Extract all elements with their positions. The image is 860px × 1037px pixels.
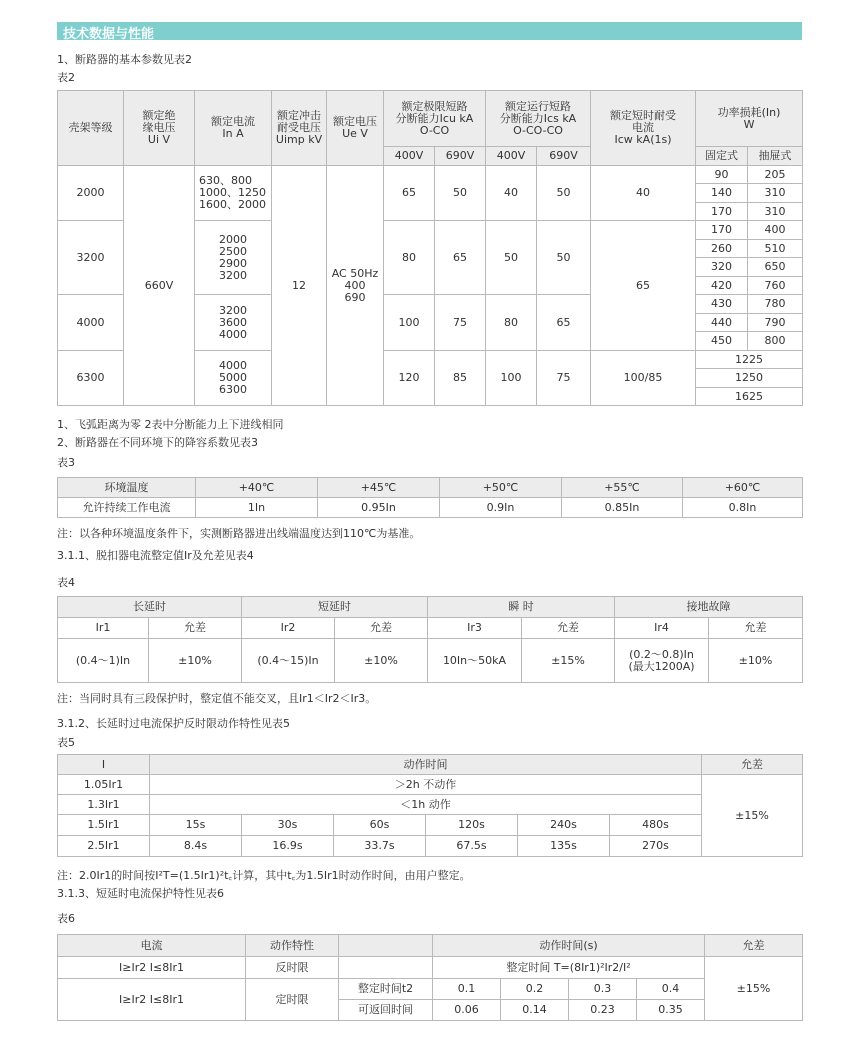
power-fixed-cell: 430 xyxy=(696,295,748,314)
power-fixed-cell: 170 xyxy=(696,203,748,221)
section-heading: 3.1.3、短延时电流保护特性见表6 xyxy=(57,887,224,900)
header-icu-690v: 690V xyxy=(435,147,486,166)
time-cell: 0.4 xyxy=(637,979,705,1000)
time-cell: 135s xyxy=(518,836,610,857)
power-cell: 1250 xyxy=(696,369,803,388)
header-rated-current: 额定电流 In A xyxy=(195,91,272,166)
header-drawout: 抽屉式 xyxy=(748,147,803,166)
time-cell: 60s xyxy=(334,815,426,836)
time-cell: 480s xyxy=(610,815,702,836)
header-icu-400v: 400V xyxy=(384,147,435,166)
current-range-cell: I≥Ir2 I≤8Ir1 xyxy=(58,957,246,979)
temp-cell: +60℃ xyxy=(683,478,803,498)
tolerance-cell: ±15% xyxy=(702,775,803,857)
note-text: 1、飞弧距离为零 2表中分断能力上下进线相同 xyxy=(57,418,284,431)
time-cell: 0.06 xyxy=(433,1000,501,1021)
rated-current-cell: 630、800 1000、1250 1600、2000 xyxy=(195,166,272,221)
value-cell: ±10% xyxy=(709,639,803,683)
icu-690-cell: 75 xyxy=(435,295,486,351)
header-ics-690v: 690V xyxy=(537,147,591,166)
ics-400-cell: 100 xyxy=(486,351,537,406)
value-cell: (0.4～1)In xyxy=(58,639,149,683)
note-text: 注：以各种环境温度条件下，实测断路器进出线端温度达到110℃为基准。 xyxy=(57,527,421,540)
group-ground-fault: 接地故障 xyxy=(615,597,803,618)
insulation-voltage-cell: 660V xyxy=(124,166,195,406)
icu-690-cell: 65 xyxy=(435,221,486,295)
icw-cell: 100/85 xyxy=(591,351,696,406)
row-label: 1.05Ir1 xyxy=(58,775,150,795)
frame-cell: 2000 xyxy=(58,166,124,221)
power-fixed-cell: 170 xyxy=(696,221,748,240)
group-long-delay: 长延时 xyxy=(58,597,242,618)
power-fixed-cell: 90 xyxy=(696,166,748,184)
header-impulse-voltage: 额定冲击 耐受电压 Uimp kV xyxy=(272,91,327,166)
temp-cell: +55℃ xyxy=(562,478,683,498)
header-frame: 壳架等级 xyxy=(58,91,124,166)
icu-400-cell: 80 xyxy=(384,221,435,295)
time-cell: 16.9s xyxy=(242,836,334,857)
table-4-trip-settings xyxy=(57,596,803,683)
row-label: 允许持续工作电流 xyxy=(58,498,196,518)
power-draw-cell: 310 xyxy=(748,203,803,221)
value-cell: ±10% xyxy=(335,639,428,683)
sub-header: Ir1 xyxy=(58,618,149,639)
header-icw: 额定短时耐受 电流 Icw kA(1s) xyxy=(591,91,696,166)
section-heading: 3.1.2、长延时过电流保护反时限动作特性见表5 xyxy=(57,717,290,730)
time-cell: 15s xyxy=(150,815,242,836)
row-label: 1.5Ir1 xyxy=(58,815,150,836)
power-fixed-cell: 450 xyxy=(696,332,748,351)
ics-400-cell: 50 xyxy=(486,221,537,295)
power-fixed-cell: 420 xyxy=(696,277,748,295)
value-cell: (0.2～0.8)In (最大1200A) xyxy=(615,639,709,683)
sub-header: Ir2 xyxy=(242,618,335,639)
ics-690-cell: 75 xyxy=(537,351,591,406)
temp-cell: +50℃ xyxy=(440,478,562,498)
power-draw-cell: 310 xyxy=(748,184,803,203)
header-current: 电流 xyxy=(58,935,246,957)
time-cell: 0.35 xyxy=(637,1000,705,1021)
table-2-basic-parameters xyxy=(57,90,803,406)
time-cell: 240s xyxy=(518,815,610,836)
characteristic-cell: 定时限 xyxy=(246,979,339,1021)
time-span-cell: ＞2h 不动作 xyxy=(150,775,702,795)
sub-label: 可返回时间 xyxy=(339,1000,433,1021)
current-cell: 0.8In xyxy=(683,498,803,518)
sub-header: Ir4 xyxy=(615,618,709,639)
time-cell: 0.23 xyxy=(569,1000,637,1021)
time-cell: 0.3 xyxy=(569,979,637,1000)
temp-cell: +40℃ xyxy=(196,478,318,498)
power-draw-cell: 205 xyxy=(748,166,803,184)
icw-cell: 40 xyxy=(591,166,696,221)
section-banner xyxy=(57,22,802,40)
row-label: 1.3Ir1 xyxy=(58,795,150,815)
rated-current-cell: 2000 2500 2900 3200 xyxy=(195,221,272,295)
sub-header: 允差 xyxy=(335,618,428,639)
power-fixed-cell: 260 xyxy=(696,240,748,258)
header-icu: 额定极限短路 分断能力Icu kA O-CO xyxy=(384,91,486,147)
sub-header: Ir3 xyxy=(428,618,522,639)
header-power-loss: 功率损耗(In) W xyxy=(696,91,803,147)
row-label: 2.5Ir1 xyxy=(58,836,150,857)
header-insulation-voltage: 额定绝 缘电压 Ui V xyxy=(124,91,195,166)
time-cell: 0.2 xyxy=(501,979,569,1000)
frame-cell: 6300 xyxy=(58,351,124,406)
header-blank xyxy=(339,935,433,957)
icu-690-cell: 50 xyxy=(435,166,486,221)
header-ics: 额定运行短路 分断能力Ics kA O-CO-CO xyxy=(486,91,591,147)
time-span-cell: ＜1h 动作 xyxy=(150,795,702,815)
ics-690-cell: 65 xyxy=(537,295,591,351)
power-draw-cell: 510 xyxy=(748,240,803,258)
power-fixed-cell: 140 xyxy=(696,184,748,203)
header-ambient-temp: 环境温度 xyxy=(58,478,196,498)
header-operating-time: 动作时间(s) xyxy=(433,935,705,957)
ics-690-cell: 50 xyxy=(537,221,591,295)
temp-cell: +45℃ xyxy=(318,478,440,498)
icw-cell: 65 xyxy=(591,221,696,351)
power-draw-cell: 400 xyxy=(748,221,803,240)
time-cell: 0.14 xyxy=(501,1000,569,1021)
time-cell: 8.4s xyxy=(150,836,242,857)
rated-current-cell: 3200 3600 4000 xyxy=(195,295,272,351)
header-characteristic: 动作特性 xyxy=(246,935,339,957)
power-draw-cell: 650 xyxy=(748,258,803,277)
header-current: I xyxy=(58,755,150,775)
ics-690-cell: 50 xyxy=(537,166,591,221)
table-caption: 表3 xyxy=(57,456,75,469)
time-cell: 30s xyxy=(242,815,334,836)
power-cell: 1225 xyxy=(696,351,803,369)
table-caption: 表5 xyxy=(57,736,75,749)
current-range-cell: I≥Ir2 I≤8Ir1 xyxy=(58,979,246,1021)
power-draw-cell: 790 xyxy=(748,314,803,332)
header-tolerance: 允差 xyxy=(702,755,803,775)
current-cell: 0.95In xyxy=(318,498,440,518)
time-cell: 33.7s xyxy=(334,836,426,857)
ics-400-cell: 80 xyxy=(486,295,537,351)
power-draw-cell: 800 xyxy=(748,332,803,351)
header-rated-voltage: 额定电压 Ue V xyxy=(327,91,384,166)
rated-voltage-cell: AC 50Hz 400 690 xyxy=(327,166,384,406)
value-cell: ±10% xyxy=(149,639,242,683)
rated-current-cell: 4000 5000 6300 xyxy=(195,351,272,406)
impulse-voltage-cell: 12 xyxy=(272,166,327,406)
note-text: 注：当同时具有三段保护时，整定值不能交叉，且Ir1＜Ir2＜Ir3。 xyxy=(57,692,377,705)
blank-cell xyxy=(339,957,433,979)
characteristic-cell: 反时限 xyxy=(246,957,339,979)
table-5-long-delay-curve xyxy=(57,754,803,857)
header-ics-400v: 400V xyxy=(486,147,537,166)
group-short-delay: 短延时 xyxy=(242,597,428,618)
ics-400-cell: 40 xyxy=(486,166,537,221)
value-cell: 10In～50kA xyxy=(428,639,522,683)
section-heading: 3.1.1、脱扣器电流整定值Ir及允差见表4 xyxy=(57,549,254,562)
sub-header: 允差 xyxy=(149,618,242,639)
section-title: 技术数据与性能 xyxy=(63,27,155,42)
header-fixed: 固定式 xyxy=(696,147,748,166)
sub-header: 允差 xyxy=(522,618,615,639)
power-draw-cell: 780 xyxy=(748,295,803,314)
icu-400-cell: 120 xyxy=(384,351,435,406)
time-cell: 270s xyxy=(610,836,702,857)
header-tolerance: 允差 xyxy=(705,935,803,957)
power-fixed-cell: 320 xyxy=(696,258,748,277)
power-fixed-cell: 440 xyxy=(696,314,748,332)
tolerance-cell: ±15% xyxy=(705,957,803,1021)
value-cell: ±15% xyxy=(522,639,615,683)
value-cell: (0.4～15)In xyxy=(242,639,335,683)
icu-400-cell: 65 xyxy=(384,166,435,221)
current-cell: 1In xyxy=(196,498,318,518)
table-3-derating xyxy=(57,477,803,518)
sub-label: 整定时间t2 xyxy=(339,979,433,1000)
note-text: 注：2.0Ir1的时间按I²T=(1.5Ir1)²t꜀计算，其中t꜀为1.5Ir1时动作时间，由用户整定。 xyxy=(57,869,471,882)
frame-cell: 3200 xyxy=(58,221,124,295)
table-caption: 表4 xyxy=(57,576,75,589)
section-heading: 2、断路器在不同环境下的降容系数见表3 xyxy=(57,436,258,449)
frame-cell: 4000 xyxy=(58,295,124,351)
group-instant: 瞬 时 xyxy=(428,597,615,618)
formula-cell: 整定时间 T=(8Ir1)²Ir2/I² xyxy=(433,957,705,979)
header-operating-time: 动作时间 xyxy=(150,755,702,775)
icu-690-cell: 85 xyxy=(435,351,486,406)
time-cell: 0.1 xyxy=(433,979,501,1000)
icu-400-cell: 100 xyxy=(384,295,435,351)
time-cell: 67.5s xyxy=(426,836,518,857)
power-cell: 1625 xyxy=(696,388,803,406)
power-draw-cell: 760 xyxy=(748,277,803,295)
sub-header: 允差 xyxy=(709,618,803,639)
current-cell: 0.9In xyxy=(440,498,562,518)
table-caption: 表2 xyxy=(57,71,75,84)
time-cell: 120s xyxy=(426,815,518,836)
table-6-short-delay xyxy=(57,934,803,1021)
table-caption: 表6 xyxy=(57,912,75,925)
section-heading: 1、断路器的基本参数见表2 xyxy=(57,53,192,66)
current-cell: 0.85In xyxy=(562,498,683,518)
